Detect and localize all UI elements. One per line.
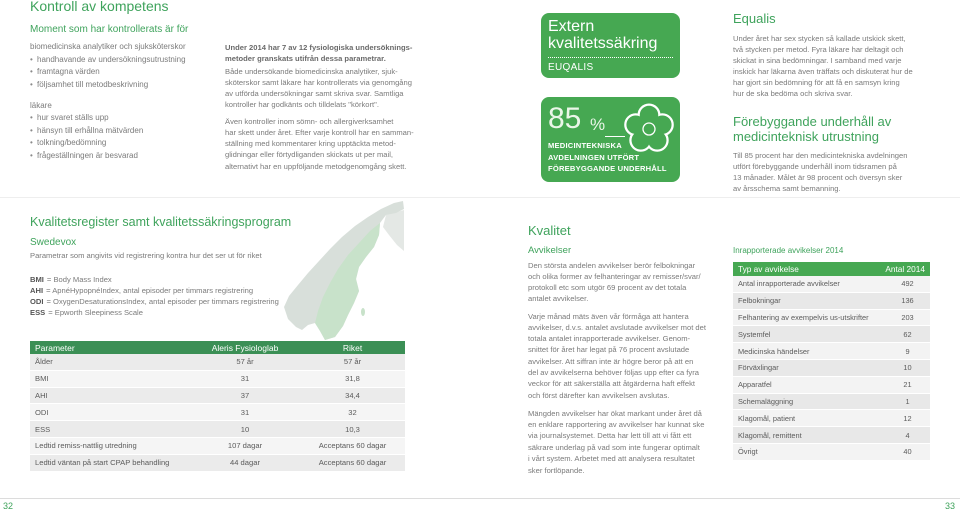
body-line: utfört förebyggande underhåll inom tidsramen på <box>733 161 897 171</box>
kompetens-list <box>30 41 186 162</box>
definition-item <box>30 274 279 285</box>
table-cell: 136 <box>885 292 930 309</box>
page-number-right: 33 <box>945 501 956 511</box>
table-row <box>733 343 930 360</box>
section-title-kvalitet: Kvalitet <box>528 223 571 238</box>
definition-text: = Body Mass Index <box>46 274 112 284</box>
paragraph <box>528 408 704 476</box>
table-cell: 203 <box>885 309 930 326</box>
body-line: inskick har läkarna även träffats och diskuterat hur de <box>733 66 913 76</box>
table-cell: BMI <box>30 370 190 387</box>
table-cell: ODI <box>30 404 190 421</box>
flower-icon <box>623 103 675 155</box>
stat-caption-line: FÖREBYGGANDE UNDERHÅLL <box>548 164 667 173</box>
column-header: Typ av avvikelse <box>733 262 885 276</box>
table-cell: Ledtid remiss-nattlig utredning <box>30 437 190 454</box>
body-line: 13 månader. Målet är 98 procent och översyn sker <box>733 172 903 182</box>
body-line: kontroller har godkänts och tilldelats "körkort". <box>225 100 379 110</box>
definition-item <box>30 307 279 318</box>
table-cell: 44 dagar <box>190 454 300 471</box>
connector-line <box>605 136 625 137</box>
table-row <box>30 404 405 421</box>
table-row <box>733 393 930 410</box>
table-cell: 62 <box>885 326 930 343</box>
table-row <box>30 354 405 370</box>
table-cell: Acceptans 60 dagar <box>300 454 405 471</box>
body-line: Den största andelen avvikelser berör felbokningar <box>528 260 696 270</box>
body-line: veckor för att säkerställa att åtgärderna haft effekt <box>528 379 696 389</box>
table-cell: 1 <box>885 393 930 410</box>
body-line: en enklare rapportering av avvikelser har kunnat ske <box>528 419 705 429</box>
definition-abbr: BMI <box>30 274 44 284</box>
body-line: protokoll etc som utgör 69 procent av det totala <box>528 282 687 292</box>
table-cell: 21 <box>885 376 930 393</box>
stat-caption-line: MEDICINTEKNISKA <box>548 141 622 150</box>
table-cell: Ålder <box>30 354 190 370</box>
lead-paragraph <box>225 42 412 65</box>
scandinavia-map <box>262 199 404 341</box>
body-line: av årsschema samt bemanning. <box>733 183 841 193</box>
table-cell: Ledtid väntan på start CPAP behandling <box>30 454 190 471</box>
extern-kvalitet-box <box>541 13 680 78</box>
body-line: alternativt har en uppföljande metodgenomgång skett. <box>225 161 407 171</box>
definition-item <box>30 296 279 307</box>
table-cell: 34,4 <box>300 387 405 404</box>
table-cell: Medicinska händelser <box>733 343 885 360</box>
section-subtitle-swedevox: Swedevox <box>30 237 77 248</box>
table-cell: Systemfel <box>733 326 885 343</box>
body-line: sköterskor samt läkare har kontrollerats via genomgång <box>225 77 412 87</box>
table-cell: 12 <box>885 410 930 427</box>
body-line: i vårt system. Arbetet med att analysera resultatet <box>528 454 695 464</box>
paragraph <box>225 116 414 172</box>
box-title-line: kvalitetssäkring <box>548 35 658 52</box>
table-cell: Klagomål, patient <box>733 410 885 427</box>
list-item: • tolkning/bedömning <box>30 137 186 150</box>
body-line: Varje månad mäts även vår förmåga att hantera <box>528 311 689 321</box>
table-cell: Övrigt <box>733 443 885 460</box>
table-cell: 10 <box>885 359 930 376</box>
footer-rule <box>0 498 960 499</box>
table-header-row <box>733 262 930 276</box>
table-cell: Felbokningar <box>733 292 885 309</box>
section-divider <box>0 197 960 198</box>
paragraph <box>733 150 907 194</box>
table-row <box>733 443 930 460</box>
table-row <box>733 276 930 292</box>
body-line: Även kontroller inom sömn- och allergiverksamhet <box>225 116 394 126</box>
table-title-avvikelser: Inrapporterade avvikelser 2014 <box>733 246 844 255</box>
table-cell: 9 <box>885 343 930 360</box>
definition-abbr: ODI <box>30 297 44 307</box>
box-label: EUQALIS <box>548 62 594 73</box>
table-row <box>733 410 930 427</box>
definition-text: = Epworth Sleepiness Scale <box>48 308 143 318</box>
title-line: medicinteknisk utrustning <box>733 128 879 144</box>
table-cell: 107 dagar <box>190 437 300 454</box>
body-line: och först därefter kan avvikelsen avslutas. <box>528 390 670 400</box>
map-finland <box>383 210 404 251</box>
column-header: Riket <box>300 341 405 354</box>
table-row <box>733 359 930 376</box>
list-item: • framtagna värden <box>30 66 186 79</box>
body-line: har skett under året. Efter varje kontroll har en samman- <box>225 127 414 137</box>
table-cell: 492 <box>885 276 930 292</box>
page-number-left: 32 <box>3 501 14 511</box>
section-title-underhall <box>733 114 891 144</box>
body-line: hur de ska bedöma och skriva svar. <box>733 88 853 98</box>
body-line: och olika former av felhanteringar av remisser/svar/ <box>528 271 701 281</box>
table-cell: Klagomål, remittent <box>733 427 885 444</box>
definitions-list <box>30 274 279 319</box>
list-item: • frågeställningen är besvarad <box>30 150 186 163</box>
paragraph <box>528 260 701 304</box>
table-row <box>30 437 405 454</box>
table-cell: 31,8 <box>300 370 405 387</box>
table-cell: Felhantering av exempelvis us-utskrifter <box>733 309 885 326</box>
body-line: via journalsystemet. Detta har lett till att vi fått ett <box>528 431 692 441</box>
column-header: Aleris Fysiologlab <box>190 341 300 354</box>
body-line: avvikelser, d.v.s. antalet avslutade avvikelser mot det <box>528 322 706 332</box>
stat-value: 85 <box>548 102 582 135</box>
table-cell: ESS <box>30 421 190 438</box>
section-subtitle-moment: Moment som har kontrollerats är för <box>30 24 189 35</box>
body-line: Mängden avvikelser har ökat markant under året då <box>528 408 702 418</box>
list-item: • handhavande av undersökningsutrustning <box>30 54 186 67</box>
table-cell: Acceptans 60 dagar <box>300 437 405 454</box>
table-row <box>733 376 930 393</box>
paragraph <box>225 66 412 111</box>
body-line: Under 2014 har 7 av 12 fysiologiska undersöknings- <box>225 42 413 52</box>
table-cell: 10 <box>190 421 300 438</box>
definition-text: = OxygenDesaturationsIndex, antal episoder per timmars registrering <box>46 297 279 307</box>
table-cell: Förväxlingar <box>733 359 885 376</box>
group-label: läkare <box>30 100 52 110</box>
stat-caption-line: AVDELNINGEN UTFÖRT <box>548 152 640 162</box>
table-cell: 32 <box>300 404 405 421</box>
table-row <box>733 292 930 309</box>
paragraph <box>528 311 706 401</box>
list-item: • hur svaret ställs upp <box>30 112 186 125</box>
list-item: • hänsyn till erhållna mätvärden <box>30 125 186 138</box>
body-line: snittet för året har legat på 76 procent avslutade <box>528 345 690 355</box>
body-line: säkrare underlag på vad som inte fungerar optimalt <box>528 442 700 452</box>
register-intro: Parametrar som angivits vid registrering kontra hur det ser ut för riket <box>30 251 262 260</box>
avvikelser-table <box>733 262 930 461</box>
table-cell: 37 <box>190 387 300 404</box>
box-title-line: Extern <box>548 18 595 35</box>
section-subtitle-avvikelser: Avvikelser <box>528 245 572 256</box>
body-line: Till 85 procent har den medicintekniska avdelningen <box>733 150 908 160</box>
body-line: ställning med kommentarer kring upptäckta metod- <box>225 139 396 149</box>
section-title-register: Kvalitetsregister samt kvalitetssäkringsprogram <box>30 215 292 229</box>
body-line: skickat in sina bedömningar. I samband med varje <box>733 55 902 65</box>
table-cell: 4 <box>885 427 930 444</box>
body-line: metoder granskats utifrån dessa parametrar. <box>225 53 386 63</box>
table-cell: 31 <box>190 370 300 387</box>
table-cell: AHI <box>30 387 190 404</box>
table-row <box>30 454 405 471</box>
body-line: av utförda undersökningar samt skriva svar. Samtliga <box>225 89 404 99</box>
body-line: Under året har sex stycken så kallade utskick skett, <box>733 33 906 43</box>
table-cell: 31 <box>190 404 300 421</box>
body-line: Både undersökande biomedicinska analytiker, sjuk- <box>225 66 398 76</box>
table-cell: Apparatfel <box>733 376 885 393</box>
section-title-equalis: Equalis <box>733 11 776 26</box>
group-label: biomedicinska analytiker och sjuksköterskor <box>30 42 186 51</box>
table-header-row <box>30 341 405 354</box>
definition-item <box>30 285 279 296</box>
table-cell: 40 <box>885 443 930 460</box>
table-cell: Schemaläggning <box>733 393 885 410</box>
table-row <box>733 326 930 343</box>
column-header: Parameter <box>30 341 190 354</box>
paragraph <box>733 33 913 99</box>
table-cell: 57 år <box>190 354 300 370</box>
table-cell: Antal inrapporterade avvikelser <box>733 276 885 292</box>
stat-unit: % <box>590 115 606 134</box>
body-line: del av avvikelserna behöver följas upp efter ca fyra <box>528 367 699 377</box>
map-gotland <box>361 308 365 316</box>
column-header: Antal 2014 <box>885 262 930 276</box>
body-line: två stycken per metod. Fyra läkare har deltagit och <box>733 44 904 54</box>
definition-text: = ApnéHypopnéIndex, antal episoder per timmars registrering <box>46 285 254 295</box>
body-line: har gjort sin bedömning för att få en samsyn kring <box>733 77 900 87</box>
table-row <box>733 309 930 326</box>
definition-abbr: ESS <box>30 308 46 318</box>
table-cell: 10,3 <box>300 421 405 438</box>
title-line: Förebyggande underhåll av <box>733 113 892 129</box>
table-row <box>30 370 405 387</box>
table-row <box>30 387 405 404</box>
definition-abbr: AHI <box>30 285 44 295</box>
table-row <box>30 421 405 438</box>
table-cell: 57 år <box>300 354 405 370</box>
body-line: totala antalet inrapporterade avvikelser. Genom- <box>528 334 691 344</box>
stat-box <box>541 97 680 182</box>
body-line: avvikelser. Att siffran inte är högre beror på att en <box>528 356 694 366</box>
body-line: glidningar eller förtydliganden skickats ut per mail, <box>225 150 393 160</box>
section-title-kompetens: Kontroll av kompetens <box>30 0 169 14</box>
body-line: sker fortlöpande. <box>528 465 585 475</box>
swedevox-table <box>30 341 405 472</box>
dotted-divider <box>548 57 673 58</box>
table-row <box>733 427 930 444</box>
list-item: • följsamhet till metodbeskrivning <box>30 79 186 92</box>
body-line: antalet avvikelser. <box>528 293 589 303</box>
